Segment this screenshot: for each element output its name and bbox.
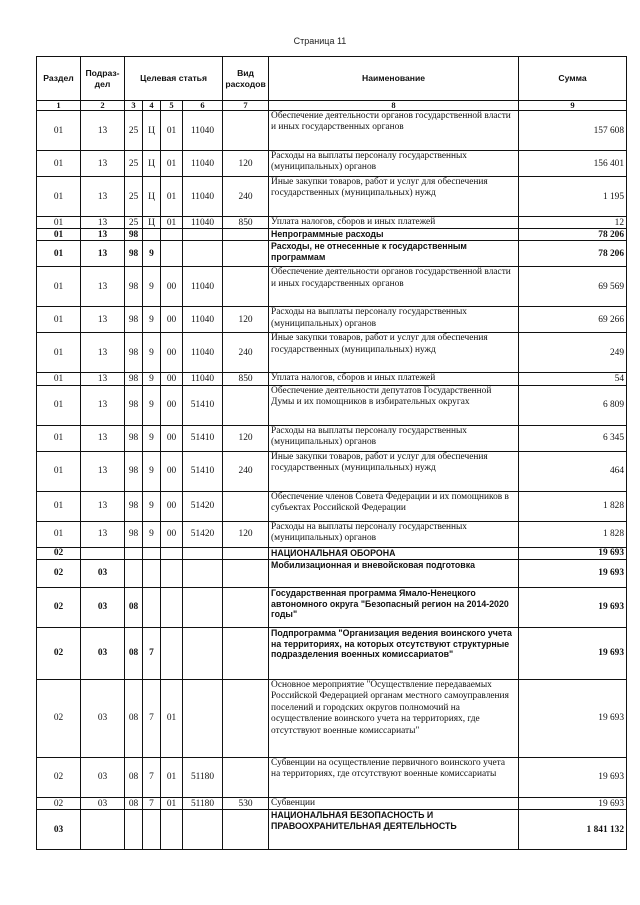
direction-code-cell [183, 679, 223, 757]
podrazdel-cell: 13 [81, 267, 125, 307]
expense-type-cell: 120 [223, 151, 269, 177]
event-code-cell [161, 229, 183, 241]
expense-name-cell: Расходы, не отнесенные к государственным программам [269, 241, 519, 267]
amount-cell: 19 693 [519, 627, 627, 679]
podrazdel-cell: 13 [81, 229, 125, 241]
podrazdel-cell: 13 [81, 333, 125, 373]
header-naimenovanie: Наименование [269, 57, 519, 101]
column-number: 8 [269, 101, 519, 111]
razdel-cell: 02 [37, 587, 81, 627]
amount-cell: 1 828 [519, 521, 627, 547]
expense-name-cell: Иные закупки товаров, работ и услуг для обеспечения государственных (муниципальных) нужд [269, 177, 519, 217]
event-code-cell: 01 [161, 177, 183, 217]
subprogram-code-cell: Ц [143, 151, 161, 177]
direction-code-cell [183, 229, 223, 241]
subprogram-code-cell: 9 [143, 241, 161, 267]
podrazdel-cell: 13 [81, 491, 125, 521]
subprogram-code-cell: 9 [143, 521, 161, 547]
expense-name-cell: Расходы на выплаты персоналу государственных (муниципальных) органов [269, 151, 519, 177]
program-code-cell [125, 547, 143, 559]
subprogram-code-cell [143, 559, 161, 587]
event-code-cell [161, 241, 183, 267]
program-code-cell: 08 [125, 757, 143, 797]
subprogram-code-cell: Ц [143, 111, 161, 151]
event-code-cell: 00 [161, 333, 183, 373]
amount-cell: 69 266 [519, 307, 627, 333]
table-row [37, 425, 627, 451]
table-row [37, 217, 627, 229]
amount-cell: 19 693 [519, 757, 627, 797]
table-body [37, 111, 627, 850]
event-code-cell: 00 [161, 267, 183, 307]
podrazdel-cell: 03 [81, 797, 125, 809]
table-row [37, 559, 627, 587]
razdel-cell: 02 [37, 679, 81, 757]
expense-type-cell: 120 [223, 521, 269, 547]
expense-name-cell: Субвенции на осуществление первичного воинского учета на территориях, где отсутствуют военные комиссариаты [269, 757, 519, 797]
expense-type-cell [223, 679, 269, 757]
razdel-cell: 01 [37, 425, 81, 451]
amount-cell: 78 206 [519, 241, 627, 267]
expense-name-cell: Государственная программа Ямало-Ненецкого автономного округа "Безопасный регион на 2014-2020 годы" [269, 587, 519, 627]
expense-name-cell: НАЦИОНАЛЬНАЯ БЕЗОПАСНОСТЬ И ПРАВООХРАНИТЕЛЬНАЯ ДЕЯТЕЛЬНОСТЬ [269, 810, 519, 850]
podrazdel-cell: 03 [81, 679, 125, 757]
expense-name-cell: Субвенции [269, 797, 519, 809]
header-razdel: Раздел [37, 57, 81, 101]
amount-cell: 1 841 132 [519, 810, 627, 850]
table-row [37, 587, 627, 627]
direction-code-cell: 51410 [183, 385, 223, 425]
amount-cell: 19 693 [519, 679, 627, 757]
expense-name-cell: Подпрограмма "Организация ведения воинского учета на территориях, на которых отсутствуют структурные подразделения военных комиссариатов" [269, 627, 519, 679]
razdel-cell: 01 [37, 177, 81, 217]
program-code-cell: 25 [125, 111, 143, 151]
event-code-cell: 00 [161, 491, 183, 521]
amount-cell: 19 693 [519, 797, 627, 809]
program-code-cell: 98 [125, 491, 143, 521]
program-code-cell: 25 [125, 151, 143, 177]
podrazdel-cell: 13 [81, 151, 125, 177]
podrazdel-cell: 13 [81, 425, 125, 451]
column-number: 7 [223, 101, 269, 111]
column-number: 9 [519, 101, 627, 111]
table-row [37, 267, 627, 307]
header-podrazdel: Подраз-дел [81, 57, 125, 101]
razdel-cell: 03 [37, 810, 81, 850]
direction-code-cell [183, 559, 223, 587]
header-celevaya-statya: Целевая статья [125, 57, 223, 101]
expense-name-cell: Иные закупки товаров, работ и услуг для обеспечения государственных (муниципальных) нужд [269, 451, 519, 491]
subprogram-code-cell: 7 [143, 679, 161, 757]
table-row [37, 385, 627, 425]
expense-type-cell: 120 [223, 425, 269, 451]
expense-type-cell: 240 [223, 333, 269, 373]
expense-type-cell [223, 627, 269, 679]
podrazdel-cell: 13 [81, 111, 125, 151]
expense-name-cell: Обеспечение деятельности органов государственной власти и иных государственных органов [269, 111, 519, 151]
podrazdel-cell [81, 547, 125, 559]
expense-name-cell: Обеспечение деятельности органов государственной власти и иных государственных органов [269, 267, 519, 307]
expense-type-cell [223, 229, 269, 241]
subprogram-code-cell: 9 [143, 373, 161, 385]
program-code-cell: 98 [125, 267, 143, 307]
table-row [37, 757, 627, 797]
event-code-cell [161, 587, 183, 627]
table-row [37, 521, 627, 547]
program-code-cell: 98 [125, 307, 143, 333]
subprogram-code-cell: 7 [143, 627, 161, 679]
razdel-cell: 01 [37, 521, 81, 547]
direction-code-cell: 11040 [183, 267, 223, 307]
direction-code-cell: 11040 [183, 151, 223, 177]
expense-type-cell [223, 810, 269, 850]
expense-type-cell [223, 111, 269, 151]
amount-cell: 6 809 [519, 385, 627, 425]
expense-type-cell: 240 [223, 451, 269, 491]
direction-code-cell: 51180 [183, 757, 223, 797]
budget-table [36, 56, 627, 850]
table-row [37, 241, 627, 267]
amount-cell: 12 [519, 217, 627, 229]
razdel-cell: 01 [37, 151, 81, 177]
razdel-cell: 01 [37, 111, 81, 151]
razdel-cell: 02 [37, 547, 81, 559]
program-code-cell [125, 810, 143, 850]
podrazdel-cell: 13 [81, 177, 125, 217]
column-number: 2 [81, 101, 125, 111]
podrazdel-cell: 13 [81, 217, 125, 229]
event-code-cell: 01 [161, 797, 183, 809]
amount-cell: 54 [519, 373, 627, 385]
table-row [37, 373, 627, 385]
amount-cell: 156 401 [519, 151, 627, 177]
direction-code-cell: 11040 [183, 177, 223, 217]
event-code-cell [161, 627, 183, 679]
direction-code-cell: 51420 [183, 521, 223, 547]
direction-code-cell [183, 241, 223, 267]
amount-cell: 19 693 [519, 559, 627, 587]
direction-code-cell: 11040 [183, 333, 223, 373]
podrazdel-cell [81, 810, 125, 850]
direction-code-cell [183, 810, 223, 850]
program-code-cell: 98 [125, 521, 143, 547]
amount-cell: 1 828 [519, 491, 627, 521]
program-code-cell [125, 559, 143, 587]
table-row [37, 451, 627, 491]
program-code-cell: 98 [125, 229, 143, 241]
expense-type-cell [223, 267, 269, 307]
table-row [37, 810, 627, 850]
razdel-cell: 02 [37, 627, 81, 679]
program-code-cell: 98 [125, 425, 143, 451]
direction-code-cell: 51180 [183, 797, 223, 809]
event-code-cell [161, 547, 183, 559]
razdel-cell: 01 [37, 267, 81, 307]
column-number: 5 [161, 101, 183, 111]
razdel-cell: 01 [37, 385, 81, 425]
razdel-cell: 01 [37, 241, 81, 267]
subprogram-code-cell: 9 [143, 385, 161, 425]
page-title: Страница 11 [293, 36, 347, 46]
subprogram-code-cell [143, 587, 161, 627]
subprogram-code-cell: Ц [143, 217, 161, 229]
table-row [37, 307, 627, 333]
podrazdel-cell: 03 [81, 627, 125, 679]
event-code-cell: 00 [161, 451, 183, 491]
column-number: 6 [183, 101, 223, 111]
subprogram-code-cell: 9 [143, 267, 161, 307]
event-code-cell: 00 [161, 385, 183, 425]
event-code-cell: 01 [161, 151, 183, 177]
subprogram-code-cell: 9 [143, 451, 161, 491]
subprogram-code-cell [143, 547, 161, 559]
expense-name-cell: Непрограммные расходы [269, 229, 519, 241]
event-code-cell: 00 [161, 425, 183, 451]
table-row [37, 491, 627, 521]
expense-type-cell: 530 [223, 797, 269, 809]
direction-code-cell: 51410 [183, 425, 223, 451]
table-header-row [37, 57, 627, 101]
column-number-row [37, 101, 627, 111]
direction-code-cell [183, 547, 223, 559]
table-row [37, 627, 627, 679]
podrazdel-cell: 13 [81, 241, 125, 267]
program-code-cell: 25 [125, 217, 143, 229]
expense-name-cell: НАЦИОНАЛЬНАЯ ОБОРОНА [269, 547, 519, 559]
expense-name-cell: Мобилизационная и вневойсковая подготовка [269, 559, 519, 587]
razdel-cell: 01 [37, 451, 81, 491]
direction-code-cell: 11040 [183, 373, 223, 385]
expense-type-cell [223, 757, 269, 797]
table-row [37, 333, 627, 373]
expense-name-cell: Основное мероприятие "Осуществление передаваемых Российской Федерацией органам местного самоуправления поселений и городских округов полномочий на осуществление воинского учета на территориях, где отсутствуют военные комиссариаты" [269, 679, 519, 757]
event-code-cell: 01 [161, 111, 183, 151]
podrazdel-cell: 03 [81, 559, 125, 587]
direction-code-cell: 11040 [183, 111, 223, 151]
event-code-cell: 01 [161, 679, 183, 757]
program-code-cell: 98 [125, 241, 143, 267]
event-code-cell: 01 [161, 217, 183, 229]
program-code-cell: 98 [125, 451, 143, 491]
event-code-cell [161, 559, 183, 587]
expense-name-cell: Иные закупки товаров, работ и услуг для обеспечения государственных (муниципальных) нужд [269, 333, 519, 373]
subprogram-code-cell: 9 [143, 333, 161, 373]
subprogram-code-cell: 7 [143, 797, 161, 809]
expense-type-cell [223, 385, 269, 425]
header-vid-rashodov: Вид расходов [223, 57, 269, 101]
subprogram-code-cell: 7 [143, 757, 161, 797]
direction-code-cell: 51420 [183, 491, 223, 521]
expense-name-cell: Обеспечение деятельности депутатов Государственной Думы и их помощников в избирательных округах [269, 385, 519, 425]
razdel-cell: 01 [37, 307, 81, 333]
program-code-cell: 98 [125, 373, 143, 385]
expense-type-cell [223, 547, 269, 559]
subprogram-code-cell: Ц [143, 177, 161, 217]
amount-cell: 78 206 [519, 229, 627, 241]
direction-code-cell [183, 587, 223, 627]
expense-type-cell: 850 [223, 217, 269, 229]
amount-cell: 19 693 [519, 547, 627, 559]
expense-name-cell: Обеспечение членов Совета Федерации и их помощников в субъектах Российской Федерации [269, 491, 519, 521]
amount-cell: 464 [519, 451, 627, 491]
subprogram-code-cell: 9 [143, 491, 161, 521]
podrazdel-cell: 13 [81, 385, 125, 425]
podrazdel-cell: 13 [81, 521, 125, 547]
program-code-cell: 08 [125, 797, 143, 809]
razdel-cell: 01 [37, 229, 81, 241]
table-row [37, 177, 627, 217]
event-code-cell: 00 [161, 307, 183, 333]
razdel-cell: 01 [37, 333, 81, 373]
razdel-cell: 01 [37, 373, 81, 385]
event-code-cell [161, 810, 183, 850]
expense-type-cell: 240 [223, 177, 269, 217]
event-code-cell: 01 [161, 757, 183, 797]
podrazdel-cell: 13 [81, 307, 125, 333]
event-code-cell: 00 [161, 373, 183, 385]
podrazdel-cell: 03 [81, 757, 125, 797]
razdel-cell: 02 [37, 559, 81, 587]
amount-cell: 6 345 [519, 425, 627, 451]
column-number: 4 [143, 101, 161, 111]
amount-cell: 69 569 [519, 267, 627, 307]
expense-type-cell [223, 491, 269, 521]
expense-name-cell: Расходы на выплаты персоналу государственных (муниципальных) органов [269, 521, 519, 547]
table-row [37, 547, 627, 559]
amount-cell: 249 [519, 333, 627, 373]
expense-name-cell: Уплата налогов, сборов и иных платежей [269, 217, 519, 229]
subprogram-code-cell: 9 [143, 307, 161, 333]
program-code-cell: 25 [125, 177, 143, 217]
direction-code-cell: 51410 [183, 451, 223, 491]
amount-cell: 19 693 [519, 587, 627, 627]
header-summa: Сумма [519, 57, 627, 101]
table-row [37, 679, 627, 757]
direction-code-cell [183, 627, 223, 679]
expense-name-cell: Уплата налогов, сборов и иных платежей [269, 373, 519, 385]
table-row [37, 151, 627, 177]
amount-cell: 1 195 [519, 177, 627, 217]
razdel-cell: 01 [37, 217, 81, 229]
podrazdel-cell: 13 [81, 451, 125, 491]
expense-type-cell [223, 559, 269, 587]
table-row [37, 111, 627, 151]
program-code-cell: 08 [125, 587, 143, 627]
expense-type-cell [223, 587, 269, 627]
expense-type-cell: 850 [223, 373, 269, 385]
expense-type-cell: 120 [223, 307, 269, 333]
subprogram-code-cell [143, 229, 161, 241]
subprogram-code-cell [143, 810, 161, 850]
column-number: 3 [125, 101, 143, 111]
podrazdel-cell: 13 [81, 373, 125, 385]
razdel-cell: 02 [37, 757, 81, 797]
expense-name-cell: Расходы на выплаты персоналу государственных (муниципальных) органов [269, 307, 519, 333]
program-code-cell: 98 [125, 385, 143, 425]
table-row [37, 797, 627, 809]
expense-name-cell: Расходы на выплаты персоналу государственных (муниципальных) органов [269, 425, 519, 451]
razdel-cell: 02 [37, 797, 81, 809]
program-code-cell: 98 [125, 333, 143, 373]
column-number: 1 [37, 101, 81, 111]
table-row [37, 229, 627, 241]
direction-code-cell: 11040 [183, 217, 223, 229]
direction-code-cell: 11040 [183, 307, 223, 333]
program-code-cell: 08 [125, 627, 143, 679]
subprogram-code-cell: 9 [143, 425, 161, 451]
razdel-cell: 01 [37, 491, 81, 521]
event-code-cell: 00 [161, 521, 183, 547]
podrazdel-cell: 03 [81, 587, 125, 627]
expense-type-cell [223, 241, 269, 267]
amount-cell: 157 608 [519, 111, 627, 151]
program-code-cell: 08 [125, 679, 143, 757]
